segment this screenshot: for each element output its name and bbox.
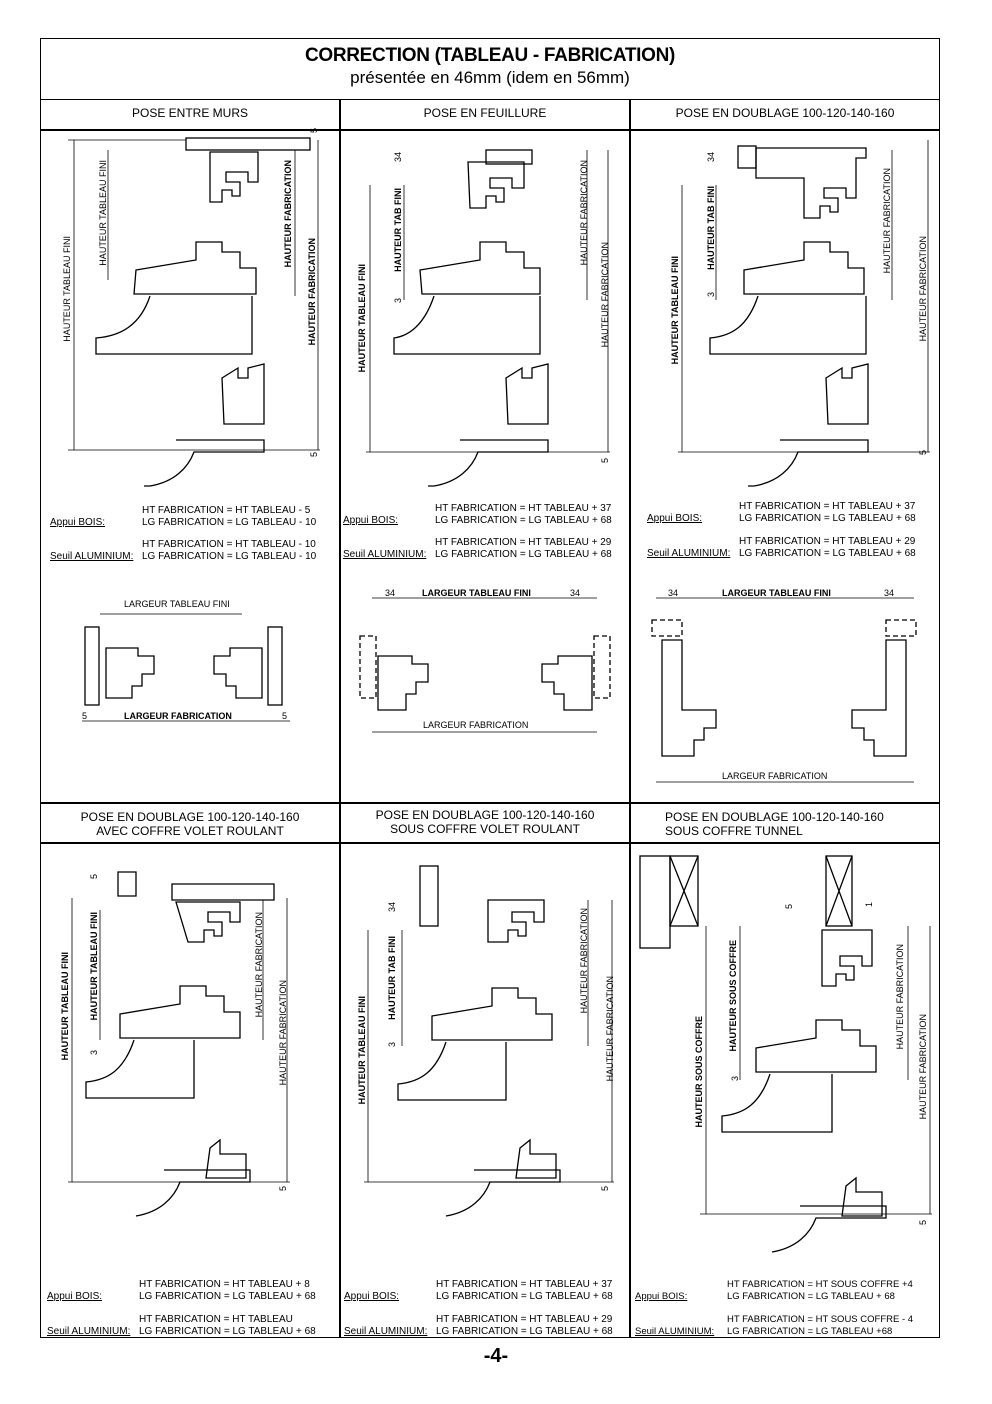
dim-right: 5	[282, 711, 288, 721]
label-hauteur-tableau-fini-inner: HAUTEUR TABLEAU FINI	[89, 912, 99, 1021]
note-label: Seuil ALUMINIUM:	[647, 548, 731, 559]
label-largeur-fabrication: LARGEUR FABRICATION	[423, 720, 529, 730]
note-formula: LG FABRICATION = LG TABLEAU +68	[727, 1326, 893, 1337]
label-hauteur-fabrication-1: HAUTEUR FABRICATION	[579, 160, 589, 266]
drawing-sous-coffre-tunnel	[640, 856, 932, 1252]
dim-34-left: 34	[668, 588, 679, 598]
label-hauteur-tableau-fini: HAUTEUR TABLEAU FINI	[60, 952, 70, 1061]
label-hauteur-tableau-fini: HAUTEUR TABLEAU FINI	[62, 236, 72, 342]
page-subtitle: présentée en 46mm (idem en 56mm)	[350, 68, 630, 87]
page-number: -4-	[483, 1345, 509, 1367]
note-formula: HT FABRICATION = HT TABLEAU + 37	[435, 503, 612, 514]
note-formula: HT FABRICATION = HT TABLEAU + 8	[139, 1279, 310, 1290]
note-seuil-aluminium	[47, 1314, 316, 1338]
note-formula: LG FABRICATION = LG TABLEAU + 68	[727, 1291, 895, 1302]
label-hauteur-sous-coffre: HAUTEUR SOUS COFFRE	[694, 1016, 704, 1128]
note-formula: HT FABRICATION = HT TABLEAU - 10	[142, 539, 316, 550]
dim-top: 5	[784, 904, 794, 910]
heading-line: POSE EN DOUBLAGE 100-120-140-160	[375, 808, 595, 822]
dim-bottom: 5	[918, 1220, 928, 1226]
dim-bottom: 5	[600, 1186, 610, 1192]
page-title: CORRECTION (TABLEAU - FABRICATION)	[304, 45, 676, 66]
dim-bottom: 5	[309, 452, 319, 458]
label-hauteur-fabrication-2: HAUTEUR FABRICATION	[278, 980, 288, 1086]
note-label: Appui BOIS:	[47, 1291, 103, 1302]
dim-3: 3	[89, 1050, 99, 1056]
label-hauteur-fabrication-2: HAUTEUR FABRICATION	[307, 238, 317, 346]
note-formula: HT FABRICATION = HT SOUS COFFRE - 4	[727, 1314, 914, 1325]
drawing-sous-coffre-volet-roulant	[364, 866, 614, 1216]
note-appui-bois	[344, 1279, 613, 1303]
note-formula: LG FABRICATION = LG TABLEAU - 10	[142, 517, 317, 528]
label-hauteur-fabrication-1: HAUTEUR FABRICATION	[579, 908, 589, 1014]
dim-top: 34	[387, 902, 397, 913]
label-hauteur-tableau-fini: HAUTEUR TABLEAU FINI	[357, 264, 367, 373]
label-hauteur-tab-fini: HAUTEUR TAB FINI	[387, 936, 397, 1020]
panel-heading-pose-entre-murs: POSE ENTRE MURS	[131, 106, 248, 120]
heading-line: SOUS COFFRE TUNNEL	[665, 824, 803, 838]
label-largeur-tableau-fini: LARGEUR TABLEAU FINI	[722, 588, 831, 598]
dim-34-right: 34	[570, 588, 581, 598]
label-largeur-fabrication: LARGEUR FABRICATION	[124, 711, 232, 721]
dim-3: 3	[730, 1076, 740, 1082]
dim-left: 5	[82, 711, 88, 721]
note-formula: LG FABRICATION = LG TABLEAU + 68	[139, 1326, 316, 1337]
note-seuil-aluminium	[344, 1314, 613, 1338]
note-label: Appui BOIS:	[635, 1291, 688, 1302]
note-appui-bois	[50, 505, 316, 529]
dim-bottom: 5	[600, 458, 610, 464]
label-hauteur-fabrication-2: HAUTEUR FABRICATION	[605, 976, 615, 1082]
dim-bottom: 5	[918, 450, 928, 456]
dim-top: 5	[89, 874, 99, 880]
label-largeur-tableau-fini: LARGEUR TABLEAU FINI	[422, 588, 531, 598]
note-formula: HT FABRICATION = HT TABLEAU - 5	[142, 505, 311, 516]
label-hauteur-tableau-fini-inner: HAUTEUR TABLEAU FINI	[98, 160, 108, 266]
note-label: Seuil ALUMINIUM:	[343, 549, 427, 560]
label-hauteur-fabrication-2: HAUTEUR FABRICATION	[600, 242, 610, 348]
dim-3: 3	[706, 292, 716, 298]
note-appui-bois	[47, 1279, 316, 1303]
label-hauteur-tableau-fini: HAUTEUR TABLEAU FINI	[357, 996, 367, 1105]
label-largeur-tableau-fini: LARGEUR TABLEAU FINI	[124, 599, 230, 609]
note-formula: LG FABRICATION = LG TABLEAU + 68	[436, 1326, 613, 1337]
note-formula: LG FABRICATION = LG TABLEAU + 68	[436, 1291, 613, 1302]
note-formula: HT FABRICATION = HT SOUS COFFRE +4	[727, 1279, 913, 1290]
note-label: Appui BOIS:	[343, 515, 399, 526]
dim-34-left: 34	[385, 588, 396, 598]
note-formula: HT FABRICATION = HT TABLEAU + 29	[739, 536, 916, 547]
panel-heading-pose-en-feuillure: POSE EN FEUILLURE	[423, 106, 547, 120]
label-hauteur-fabrication-2: HAUTEUR FABRICATION	[918, 1014, 928, 1120]
note-seuil-aluminium	[635, 1314, 913, 1338]
dim-top: 5	[309, 128, 319, 134]
note-appui-bois	[635, 1279, 913, 1303]
note-formula: LG FABRICATION = LG TABLEAU + 68	[435, 515, 612, 526]
heading-line: SOUS COFFRE VOLET ROULANT	[390, 822, 580, 836]
label-hauteur-tab-fini: HAUTEUR TAB FINI	[706, 186, 716, 270]
note-label: Seuil ALUMINIUM:	[50, 551, 134, 562]
label-hauteur-fabrication-1: HAUTEUR FABRICATION	[895, 944, 905, 1050]
note-formula: HT FABRICATION = HT TABLEAU	[139, 1314, 293, 1325]
note-formula: HT FABRICATION = HT TABLEAU + 29	[436, 1314, 613, 1325]
label-hauteur-fabrication-1: HAUTEUR FABRICATION	[882, 168, 892, 274]
label-largeur-fabrication: LARGEUR FABRICATION	[722, 771, 828, 781]
label-hauteur-fabrication-1: HAUTEUR FABRICATION	[254, 912, 264, 1018]
panel-heading-pose-en-doublage: POSE EN DOUBLAGE 100-120-140-160	[675, 106, 895, 120]
dim-1: 1	[864, 902, 874, 908]
note-formula: LG FABRICATION = LG TABLEAU + 68	[739, 548, 916, 559]
note-formula: LG FABRICATION = LG TABLEAU + 68	[435, 549, 612, 560]
note-label: Appui BOIS:	[647, 513, 703, 524]
dim-34-right: 34	[884, 588, 895, 598]
dim-top: 34	[393, 152, 403, 163]
heading-line: POSE EN DOUBLAGE 100-120-140-160	[80, 810, 300, 824]
label-hauteur-tableau-fini: HAUTEUR TABLEAU FINI	[670, 256, 680, 365]
dim-bottom: 5	[278, 1186, 288, 1192]
note-label: Seuil ALUMINIUM:	[344, 1326, 428, 1337]
label-hauteur-tab-fini: HAUTEUR TAB FINI	[393, 188, 403, 272]
note-label: Appui BOIS:	[50, 517, 106, 528]
note-formula: HT FABRICATION = HT TABLEAU + 37	[436, 1279, 613, 1290]
note-label: Seuil ALUMINIUM:	[635, 1326, 715, 1337]
note-seuil-aluminium	[50, 539, 316, 563]
note-label: Seuil ALUMINIUM:	[47, 1326, 131, 1337]
dim-top: 34	[706, 152, 716, 163]
note-formula: LG FABRICATION = LG TABLEAU + 68	[139, 1291, 316, 1302]
heading-line: AVEC COFFRE VOLET ROULANT	[96, 824, 284, 838]
heading-line: POSE EN DOUBLAGE 100-120-140-160	[665, 810, 884, 824]
dim-3: 3	[387, 1042, 397, 1048]
note-label: Appui BOIS:	[344, 1291, 400, 1302]
label-hauteur-fabrication-1: HAUTEUR FABRICATION	[283, 160, 293, 268]
note-appui-bois	[343, 503, 612, 527]
dim-3: 3	[393, 298, 403, 304]
note-seuil-aluminium	[647, 536, 916, 560]
note-formula: LG FABRICATION = LG TABLEAU - 10	[142, 551, 317, 562]
note-formula: HT FABRICATION = HT TABLEAU + 29	[435, 537, 612, 548]
note-formula: HT FABRICATION = HT TABLEAU + 37	[739, 501, 916, 512]
note-seuil-aluminium	[343, 537, 612, 561]
label-hauteur-fabrication-2: HAUTEUR FABRICATION	[918, 236, 928, 342]
note-formula: LG FABRICATION = LG TABLEAU + 68	[739, 513, 916, 524]
note-appui-bois	[647, 501, 916, 525]
label-hauteur-sous-coffre-inner: HAUTEUR SOUS COFFRE	[728, 940, 738, 1052]
